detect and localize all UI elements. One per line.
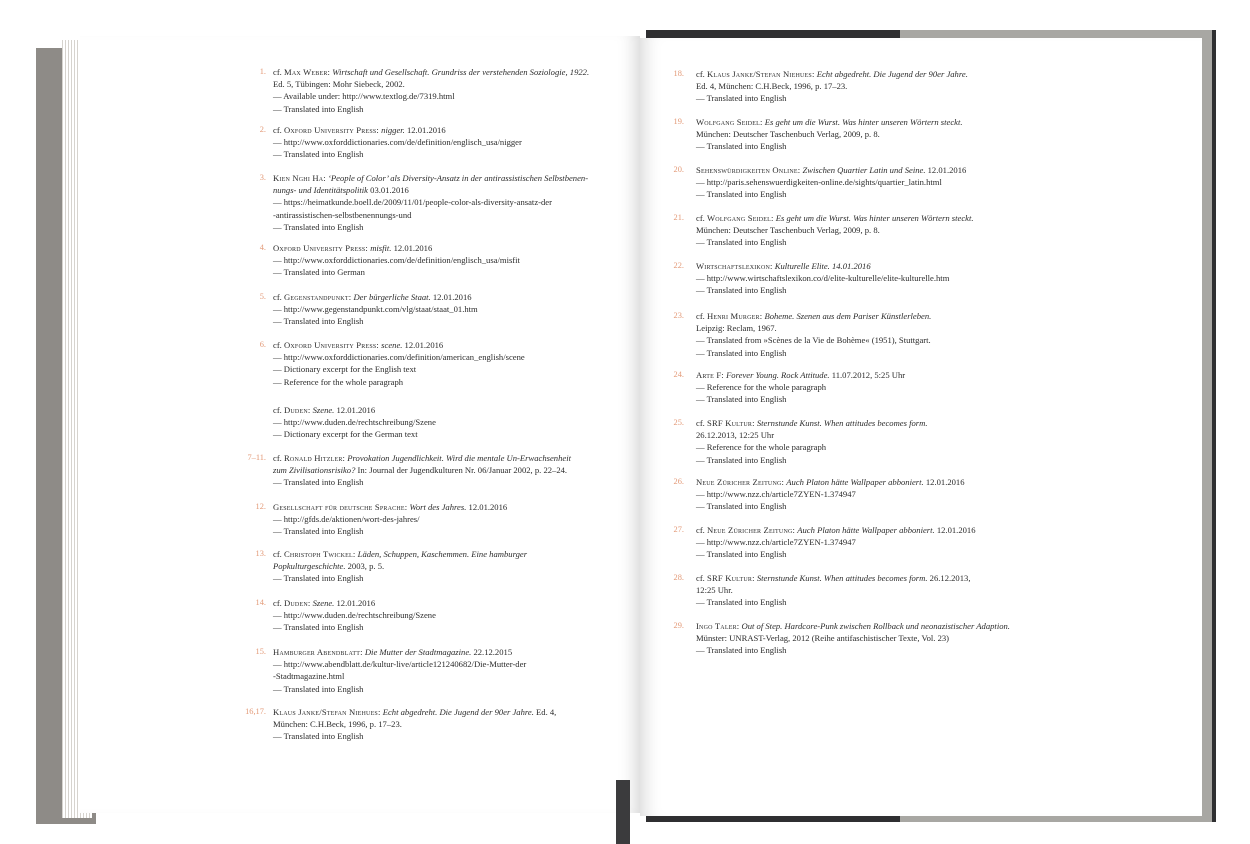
source-note: — Translated into English xyxy=(696,549,787,560)
source-note: — Translated into English xyxy=(273,477,364,488)
footnote-number: 19. xyxy=(673,117,684,126)
citation-prefix: cf. xyxy=(696,573,705,583)
source-url: — http://gfds.de/aktionen/wort-des-jahres/ xyxy=(273,514,420,525)
citation-continuation xyxy=(273,464,571,476)
source-url: — http://www.oxforddictionaries.com/definition/american_english/scene xyxy=(273,352,525,363)
citation-title-cont: nungs- und Identitätspolitik xyxy=(273,185,369,196)
citation-prefix: cf. xyxy=(273,340,282,350)
citation-line xyxy=(696,116,963,128)
citation-date: 12.01.2016 xyxy=(391,243,433,253)
citation-prefix: cf. xyxy=(273,549,282,559)
citation-prefix: cf. xyxy=(696,311,705,321)
citation-author: Arte F: xyxy=(696,370,724,380)
citation-author: Wirtschaftslexikon: xyxy=(696,261,773,271)
citation-continuation: Ed. 5, Tübingen: Mohr Siebeck, 2002. xyxy=(273,79,405,90)
citation-line xyxy=(273,501,507,513)
source-note: — Translated into English xyxy=(273,103,364,114)
citation-line xyxy=(696,620,1010,632)
citation-title: Forever Young. Rock Attitude. xyxy=(726,370,830,380)
footnote-number: 16,17. xyxy=(245,707,266,716)
footnote-number: 25. xyxy=(673,418,684,427)
footnote xyxy=(673,310,932,359)
source-url: — http://www.oxforddictionaries.com/de/definition/englisch_usa/nigger xyxy=(273,137,522,148)
footnote-number: 12. xyxy=(255,502,266,511)
citation-author: Duden: xyxy=(283,598,311,608)
footnote-number: 3. xyxy=(259,173,266,182)
source-note: — Translated into English xyxy=(273,526,364,537)
citation-line xyxy=(273,172,588,184)
source-url: — http://www.nzz.ch/article7ZYEN-1.374947 xyxy=(696,537,856,548)
citation-date: Ed. 4, xyxy=(533,707,557,717)
footnote-number: 29. xyxy=(673,621,684,630)
citation-title: Wort des Jahres. xyxy=(409,502,467,512)
source-note: — Translated into English xyxy=(696,645,787,656)
source-note: — Translated into German xyxy=(273,267,365,278)
footnote-number: 14. xyxy=(255,598,266,607)
citation-author: SRF Kultur: xyxy=(706,573,755,583)
footnote xyxy=(259,124,522,161)
source-note: — Translated into English xyxy=(696,141,787,152)
citation-line xyxy=(696,572,970,584)
footnote xyxy=(673,417,928,466)
source-url: — http://www.abendblatt.de/kultur-live/article121240682/Die-Mutter-der xyxy=(273,659,527,670)
citation-prefix: cf. xyxy=(696,69,705,79)
citation-line xyxy=(273,66,589,78)
citation-date: 12.01.2016 xyxy=(923,477,965,487)
citation-author: Oxford University Press: xyxy=(283,340,380,350)
citation-title: ‘People of Color’ als Diversity-Ansatz in der antirassistischen Selbstbenen- xyxy=(328,173,589,183)
citation-title: Echt abgedreht. Die Jugend der 90er Jahre. xyxy=(382,707,534,717)
citation-continuation xyxy=(273,184,588,196)
source-note: — Translated from »Scènes de la Vie de Bohème« (1951), Stuttgart. xyxy=(696,335,931,346)
citation-date: 12.01.2016 xyxy=(334,405,376,415)
citation-title: Echt abgedreht. Die Jugend der 90er Jahre. xyxy=(816,69,968,79)
citation-date: 22.12.2015 xyxy=(471,647,513,657)
source-note: — Translated into English xyxy=(696,394,787,405)
citation-line xyxy=(696,369,905,381)
footnote xyxy=(259,339,525,388)
footnote xyxy=(255,597,436,634)
citation-title: Es geht um die Wurst. Was hinter unseren Wörtern steckt. xyxy=(764,117,963,127)
source-note: — Translated into English xyxy=(696,93,787,104)
footnote xyxy=(273,404,436,441)
citation-line xyxy=(273,339,525,351)
citation-title: Kulturelle Elite. 14.01.2016 xyxy=(774,261,871,271)
footnote xyxy=(255,548,528,585)
citation-author: Kien Nghi Ha: xyxy=(273,173,326,183)
citation-line xyxy=(696,212,973,224)
citation-title: Auch Platon hätte Wallpaper abboniert. xyxy=(786,477,924,487)
citation-title: Läden, Schuppen, Kaschemmen. Eine hamburger xyxy=(357,549,528,559)
citation-author: Henri Murger: xyxy=(706,311,763,321)
citation-author: Ingo Taler: xyxy=(696,621,740,631)
citation-prefix: cf. xyxy=(273,598,282,608)
citation-author: Sehenswürdigkeiten Online: xyxy=(696,165,801,175)
citation-line xyxy=(696,164,966,176)
source-note: — Dictionary excerpt for the English text xyxy=(273,364,417,375)
citation-title: Provokation Jugendlichkeit. Wird die mentale Un-Erwachsenheit xyxy=(347,453,571,463)
citation-continuation: Münster: UNRAST-Verlag, 2012 (Reihe antifaschistischer Texte, Vol. 23) xyxy=(696,633,950,644)
citation-line xyxy=(696,260,949,272)
citation-title: Boheme. Szenen aus dem Pariser Künstlerleben. xyxy=(764,311,932,321)
citation-cont-rest: In: Journal der Jugendkulturen Nr. 06/Januar 2002, p. 22–24. xyxy=(355,465,568,476)
footnote-number: 2. xyxy=(259,125,266,134)
citation-author: Duden: xyxy=(283,405,311,415)
footnote-number: 26. xyxy=(673,477,684,486)
citation-date: 12.01.2016 xyxy=(404,125,446,135)
right-page xyxy=(640,38,1202,816)
footnote xyxy=(247,452,571,489)
citation-author: SRF Kultur: xyxy=(706,418,755,428)
source-note: — Dictionary excerpt for the German text xyxy=(273,429,418,440)
source-note: — Reference for the whole paragraph xyxy=(696,442,827,453)
footnote xyxy=(259,242,520,279)
source-note: — Translated into English xyxy=(273,221,364,232)
citation-date: 12.01.2016 xyxy=(925,165,967,175)
footnote-number: 15. xyxy=(255,647,266,656)
footnote-number: 23. xyxy=(673,311,684,320)
citation-title: misfit. xyxy=(370,243,392,253)
footnote-number: 7–11. xyxy=(247,453,266,462)
source-note: — Translated into English xyxy=(273,316,364,327)
footnote xyxy=(259,291,478,328)
citation-continuation: 12:25 Uhr. xyxy=(696,585,733,596)
citation-line xyxy=(696,476,965,488)
source-url: — http://www.nzz.ch/article7ZYEN-1.374947 xyxy=(696,489,856,500)
citation-line xyxy=(273,452,571,464)
citation-line xyxy=(696,417,928,429)
citation-title: Wirtschaft und Gesellschaft. Grundriss der verstehenden Soziologie, 1922. xyxy=(332,67,590,77)
citation-line xyxy=(273,404,436,416)
source-url: — http://www.wirtschaftslexikon.co/d/elite-kulturelle/elite-kulturelle.htm xyxy=(696,273,950,284)
footnote-number: 28. xyxy=(673,573,684,582)
citation-title: Sternstunde Kunst. When attitudes becomes form. xyxy=(756,418,928,428)
citation-author: Ronald Hitzler: xyxy=(283,453,346,463)
citation-author: Max Weber: xyxy=(283,67,331,77)
citation-title: Sternstunde Kunst. When attitudes becomes form. xyxy=(756,573,928,583)
citation-prefix: cf. xyxy=(273,67,282,77)
citation-prefix: cf. xyxy=(273,125,282,135)
source-url: — http://www.oxforddictionaries.com/de/definition/englisch_usa/misfit xyxy=(273,255,520,266)
citation-author: Christoph Twickel: xyxy=(283,549,356,559)
citation-cont-rest: 2003, p. 5. xyxy=(345,561,385,572)
citation-title-cont: zum Zivilisationsrisiko? xyxy=(273,465,356,476)
footnote-number: 4. xyxy=(259,243,266,252)
citation-title: nigger. xyxy=(381,125,405,135)
citation-author: Gesellschaft für deutsche Sprache: xyxy=(273,502,408,512)
citation-continuation: Leipzig: Reclam, 1967. xyxy=(696,323,777,334)
source-note: — Translated into English xyxy=(696,347,787,358)
citation-author: Neue Züricher Zeitung: xyxy=(706,525,796,535)
footnote xyxy=(673,476,965,513)
source-note: — Translated into English xyxy=(696,454,787,465)
footnote xyxy=(673,572,971,609)
citation-prefix: cf. xyxy=(273,292,282,302)
citation-prefix: cf. xyxy=(696,418,705,428)
citation-author: Klaus Janke/Stefan Niehues: xyxy=(706,69,815,79)
footnote xyxy=(259,66,590,115)
footnote xyxy=(673,164,967,201)
footnote xyxy=(255,646,527,695)
source-note: — Translated into English xyxy=(273,731,364,742)
source-note: — Translated into English xyxy=(696,597,787,608)
source-note: — Translated into English xyxy=(696,501,787,512)
citation-title: Der bürgerliche Staat. xyxy=(353,292,431,302)
citation-cont-rest: 03.01.2016 xyxy=(368,185,409,196)
citation-date: 12.01.2016 xyxy=(402,340,444,350)
citation-continuation: 26.12.2013, 12:25 Uhr xyxy=(696,430,775,441)
footnote-number: 6. xyxy=(259,340,266,349)
footnote-number: 1. xyxy=(259,67,266,76)
citation-continuation: München: Deutscher Taschenbuch Verlag, 2009, p. 8. xyxy=(696,129,880,140)
source-note: — Translated into English xyxy=(696,285,787,296)
citation-line xyxy=(273,548,527,560)
citation-line xyxy=(696,68,968,80)
citation-line xyxy=(273,291,478,303)
footnote xyxy=(673,116,963,153)
citation-date: 12.01.2016 xyxy=(466,502,508,512)
citation-author: Neue Züricher Zeitung: xyxy=(696,477,785,487)
citation-line xyxy=(273,124,522,136)
citation-title: scene. xyxy=(381,340,403,350)
footnote xyxy=(255,501,508,538)
citation-prefix: cf. xyxy=(696,525,705,535)
footnote-number: 22. xyxy=(673,261,684,270)
footnote xyxy=(673,260,950,297)
citation-title-cont: Popkulturgeschichte. xyxy=(273,561,346,572)
citation-line xyxy=(696,310,931,322)
citation-date: 12.01.2016 xyxy=(430,292,472,302)
citation-continuation xyxy=(273,560,527,572)
footnote-number: 21. xyxy=(673,213,684,222)
citation-date: 26.12.2013, xyxy=(927,573,971,583)
citation-author: Wolfgang Seidel: xyxy=(706,213,774,223)
source-url: — Available under: http://www.textlog.de/7319.html xyxy=(273,91,455,102)
citation-line xyxy=(273,242,520,254)
citation-author: Hamburger Abendblatt: xyxy=(273,647,363,657)
left-page xyxy=(80,36,640,813)
bookmark-ribbon xyxy=(616,780,630,844)
citation-title: Szene. xyxy=(312,405,335,415)
footnote xyxy=(673,620,1010,657)
source-note: — Translated into English xyxy=(273,149,364,160)
footnote xyxy=(673,212,974,249)
citation-line xyxy=(273,597,436,609)
footnote-number: 13. xyxy=(255,549,266,558)
citation-title: Out of Step. Hardcore-Punk zwischen Rollback und neonazistischer Adaption. xyxy=(741,621,1010,631)
citation-date: 12.01.2016 xyxy=(334,598,376,608)
source-url: — http://www.duden.de/rechtschreibung/Szene xyxy=(273,417,436,428)
citation-continuation: München: Deutscher Taschenbuch Verlag, 2009, p. 8. xyxy=(696,225,880,236)
citation-date: 11.07.2012, 5:25 Uhr xyxy=(829,370,906,380)
footnote xyxy=(673,369,906,406)
citation-title: Die Mutter der Stadtmagazine. xyxy=(364,647,472,657)
citation-author: Oxford University Press: xyxy=(283,125,380,135)
source-note: — Reference for the whole paragraph xyxy=(273,376,404,387)
citation-title: Auch Platon hätte Wallpaper abboniert. xyxy=(797,525,935,535)
source-note: -antirassistischen-selbstbenennungs-und xyxy=(273,209,412,220)
citation-author: Oxford University Press: xyxy=(273,243,369,253)
citation-continuation: München: C.H.Beck, 1996, p. 17–23. xyxy=(273,719,402,730)
source-note: — Translated into English xyxy=(696,189,787,200)
footnote xyxy=(245,706,557,743)
citation-title: Zwischen Quartier Latin und Seine. xyxy=(802,165,926,175)
citation-prefix: cf. xyxy=(273,453,282,463)
source-url: — http://www.duden.de/rechtschreibung/Szene xyxy=(273,610,436,621)
citation-prefix: cf. xyxy=(273,405,282,415)
footnote-number: 20. xyxy=(673,165,684,174)
source-url: — http://www.gegenstandpunkt.com/vlg/staat/staat_01.htm xyxy=(273,304,478,315)
citation-author: Gegenstandpunkt: xyxy=(283,292,352,302)
source-url: — https://heimatkunde.boell.de/2009/11/01/people-color-als-diversity-ansatz-der xyxy=(273,197,552,208)
citation-author: Wolfgang Seidel: xyxy=(696,117,763,127)
footnote-number: 18. xyxy=(673,69,684,78)
citation-title: Szene. xyxy=(312,598,335,608)
citation-line xyxy=(696,524,976,536)
source-note: — Reference for the whole paragraph xyxy=(696,382,827,393)
source-note: — Translated into English xyxy=(696,237,787,248)
citation-date: 12.01.2016 xyxy=(934,525,976,535)
citation-author: Klaus Janke/Stefan Niehues: xyxy=(273,707,381,717)
citation-prefix: cf. xyxy=(696,213,705,223)
citation-title: Es geht um die Wurst. Was hinter unseren Wörtern steckt. xyxy=(775,213,974,223)
footnote-number: 5. xyxy=(259,292,266,301)
citation-line xyxy=(273,646,526,658)
citation-continuation: Ed. 4, München: C.H.Beck, 1996, p. 17–23. xyxy=(696,81,848,92)
source-note: — Translated into English xyxy=(273,622,364,633)
source-url: — http://paris.sehenswuerdigkeiten-online.de/sights/quartier_latin.html xyxy=(696,177,942,188)
footnote xyxy=(259,172,589,233)
source-note: — Translated into English xyxy=(273,683,364,694)
source-note: -Stadtmagazine.html xyxy=(273,671,345,682)
footnote-number: 27. xyxy=(673,525,684,534)
footnote xyxy=(673,524,976,561)
footnote xyxy=(673,68,968,105)
citation-line xyxy=(273,706,556,718)
source-note: — Translated into English xyxy=(273,573,364,584)
footnote-number: 24. xyxy=(673,370,684,379)
